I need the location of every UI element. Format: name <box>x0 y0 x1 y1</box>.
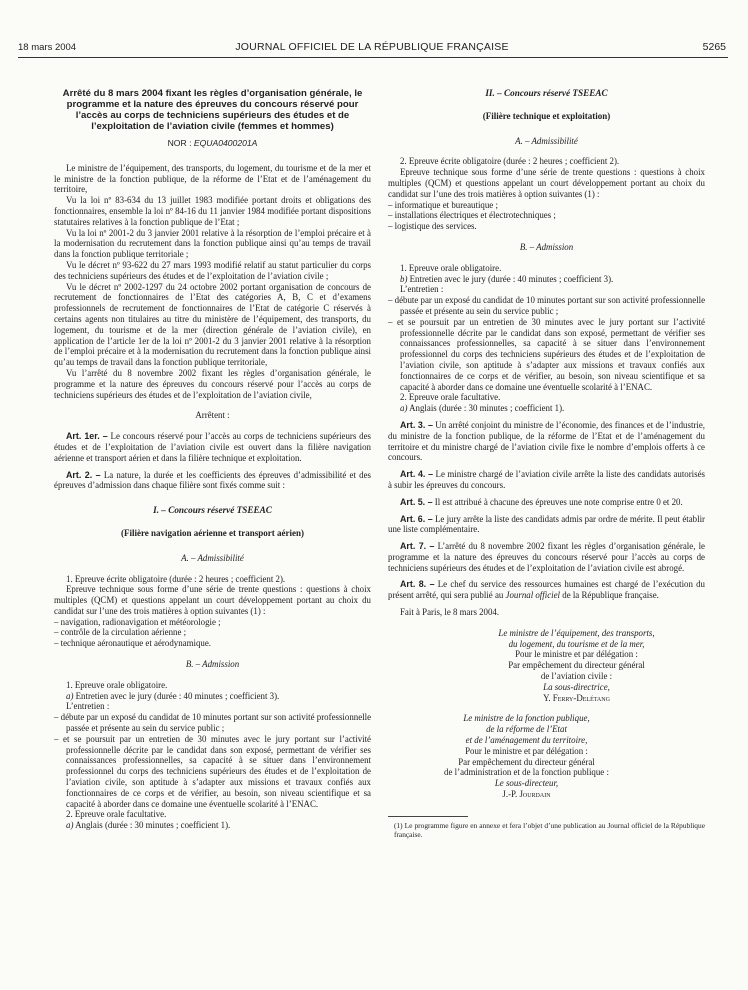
section-2-interview: b) Entretien avec le jury (durée : 40 minutes ; coefficient 3). <box>400 273 614 284</box>
section-2-english: a) Anglais (durée : 30 minutes ; coefficient 1). <box>400 403 565 414</box>
section-2-exam-description: Epreuve technique sous forme d’une série de trente questions : questions à choix multiples (QCM) et questions appelant un court développement portant au choix du candidat sur l’une des trois matières à option suivantes (1) : <box>388 167 705 199</box>
nor-label: NOR : <box>167 138 192 148</box>
section-1-interview: a) Entretien avec le jury (durée : 40 minutes ; coefficient 3). <box>66 690 280 701</box>
section-1-subtitle: (Filière navigation aérienne et transport aérien) <box>120 527 305 538</box>
footnote: (1) Le programme figure en annexe et fera l’objet d’une publication au Journal officiel de la République française. <box>394 820 705 839</box>
article-3: Art. 3. – Un arrêté conjoint du ministre de l’économie, des finances et de l’industrie, du ministre de la fonction publique, de la réforme de l’Etat et de l’aménagement du territoire et du ministre chargé de l’aviation civile fixe le nombre d’emplois offerts à ce concours. <box>388 419 705 463</box>
section-2-admissibilite-heading: A. – Admissibilité <box>515 135 578 146</box>
section-1-interview-list <box>54 712 371 809</box>
preamble-paragraph: Vu le décret nº 2002-1297 du 24 octobre 2002 portant organisation de concours de recrutement de fonctionnaires de l’Etat des catégories A, B, C et d’examens professionnels de recrutement de fonctionnaires de l’Etat de catégorie C réservés à certains agents non titulaires au titre du ministère de l’équipement, des transports, du logement, du tourisme et de la mer (direction générale de l’aviation civile), en application de l’article 1er de la loi nº 2001-2 du 3 janvier 2001 relative à la résorption de l’emploi précaire et à la modernisation du recrutement dans la fonction publique ainsi qu’au temps de travail dans la fonction publique territoriale, <box>54 281 371 368</box>
section-1-admission-heading: B. – Admission <box>185 659 240 670</box>
section-1-written-exam: 1. Epreuve écrite obligatoire (durée : 2 heures ; coefficient 2). <box>66 573 286 584</box>
interview-item: – et se poursuit par un entretien de 30 minutes avec le jury portant sur l’activité professionnelle décrite par le candidat dans son exposé, permettant de vérifier ses connaissances professionnelles, sa capacité à se situer dans l’environnement professionnel du corps des techniciens supérieurs des études et de l’exploitation de l’aviation civile, son aptitude à s’adapter aux missions et travaux confiés aux fonctionnaires de ce corps et de vérifier, au besoin, son niveau scientifique et sa capacité à aborder dans ce domaine une éventuelle scolarité à l’ENAC. <box>388 317 705 393</box>
signatory-name: Y. Ferry-Delétang <box>543 692 610 703</box>
section-2-interview-intro: L’entretien : <box>400 284 444 295</box>
arretent: Arrêtent : <box>195 410 230 421</box>
section-1-exam-description: Epreuve technique sous forme d’une série de trente questions : questions à choix multiples (QCM) et questions appelant un court développement portant au choix du candidat sur l’une des trois matières à option suivantes (1) : <box>54 584 371 616</box>
article-7: Art. 7. – L’arrêté du 8 novembre 2002 fixant les règles d’organisation générale, le programme et la nature des épreuves du concours réservé pour l’accès au corps de techniciens supérieurs des études et de l’exploitation de l’aviation civile est abrogé. <box>388 541 705 573</box>
section-1-title: I. – Concours réservé TSEEAC <box>153 505 272 516</box>
section-1-english: a) Anglais (durée : 30 minutes ; coefficient 1). <box>66 820 231 831</box>
signature-block-2: Le ministre de la fonction publique, de la réforme de l’Etat et de l’aménagement du territoire, Pour le ministre et par délégation : Par empêchement du directeur général de l’administration et de la fonction publique : Le sous-directeur, J.-P. Jourdain <box>388 713 705 799</box>
section-2-written-exam: 2. Epreuve écrite obligatoire (durée : 2 heures ; coefficient 2). <box>400 156 620 167</box>
section-1-oral-exam: 1. Epreuve orale obligatoire. <box>66 679 168 690</box>
section-1-optional-oral: 2. Epreuve orale facultative. <box>66 809 167 820</box>
section-1-admissibilite-heading: A. – Admissibilité <box>181 552 244 563</box>
left-column <box>54 88 371 831</box>
header-rule <box>18 57 728 58</box>
article-4: Art. 4. – Le ministre chargé de l’aviation civile arrête la liste des candidats autorisés à subir les épreuves du concours. <box>388 469 705 490</box>
header-journal-title: JOURNAL OFFICIEL DE LA RÉPUBLIQUE FRANÇAISE <box>235 41 509 53</box>
interview-item: – débute par un exposé du candidat de 10 minutes portant sur son activité professionnelle passée et présente au sein du service public ; <box>54 712 371 734</box>
header-page-number: 5265 <box>702 41 726 53</box>
section-2-interview-list <box>388 295 705 392</box>
nor-reference <box>54 138 371 149</box>
decree-title: Arrêté du 8 mars 2004 fixant les règles d’organisation générale, le programme et la nature des épreuves du concours réservé pour l’accès au corps de techniciens supérieurs des études et de l’exploitation de l’aviation civile (femmes et hommes) <box>62 88 363 132</box>
interview-item: – et se poursuit par un entretien de 30 minutes avec le jury portant sur l’activité professionnelle décrite par le candidat dans son exposé, permettant de vérifier ses connaissances professionnelles, sa capacité à se situer dans l’environnement professionnel du corps des techniciens supérieurs des études et de l’exploitation de l’aviation civile, son aptitude à s’adapter aux missions et travaux confiés aux fonctionnaires de ce corps et de vérifier, au besoin, son niveau scientifique et sa capacité à aborder dans ce domaine une éventuelle scolarité à l’ENAC. <box>54 734 371 810</box>
option-item: – technique aéronautique et aérodynamique. <box>54 638 371 649</box>
fait-a-paris: Fait à Paris, le 8 mars 2004. <box>400 607 500 618</box>
article-label: Art. 2. – <box>66 469 101 480</box>
section-2-admission-heading: B. – Admission <box>519 241 574 252</box>
option-item: – contrôle de la circulation aérienne ; <box>54 627 371 638</box>
section-1-interview-intro: L’entretien : <box>66 701 110 712</box>
article-2 <box>54 470 371 492</box>
section-2-title: II. – Concours réservé TSEEAC <box>485 88 608 98</box>
option-item: – navigation, radionavigation et météorologie ; <box>54 617 371 628</box>
article-8: Art. 8. – Le chef du service des ressources humaines est chargé de l’exécution du présent arrêté, qui sera publié au Journal officiel de la République française. <box>388 579 705 601</box>
article-1 <box>54 431 371 463</box>
nor-value: EQUA0400201A <box>193 138 258 148</box>
option-item: – logistique des services. <box>388 221 705 232</box>
article-text: Le concours réservé pour l’accès au corps de techniciens supérieurs des études et de l’exploitation de l’aviation civile est ouvert dans la filière navigation aérienne et transport aérien et dans la filière technique et exploitation. <box>54 431 372 463</box>
preamble-paragraph: Vu la loi nº 83-634 du 13 juillet 1983 modifiée portant droits et obligations des fonctionnaires, ensemble la loi nº 84-16 du 11 janvier 1984 modifiée portant dispositions statutaires relatives à la fonction publique de l’Etat ; <box>54 195 371 227</box>
article-6: Art. 6. – Le jury arrête la liste des candidats admis par ordre de mérite. Il peut établir une liste complémentaire. <box>388 513 705 535</box>
header-date: 18 mars 2004 <box>18 42 77 53</box>
section-1-options-list <box>54 617 371 649</box>
section-2-options-list <box>388 200 705 232</box>
preamble-paragraph: Vu le décret nº 93-622 du 27 mars 1993 modifié relatif au statut particulier du corps des techniciens supérieurs des études et de l’exploitation de l’aviation civile ; <box>54 259 371 281</box>
running-header <box>18 40 726 56</box>
article-text: La nature, la durée et les coefficients des épreuves d’admissibilité et des épreuves d’admission dans chaque filière sont fixés comme suit : <box>54 469 372 491</box>
right-column <box>388 88 705 839</box>
interview-item: – débute par un exposé du candidat de 10 minutes portant sur son activité professionnelle passée et présente au sein du service public ; <box>388 295 705 317</box>
option-item: – informatique et bureautique ; <box>388 200 705 211</box>
preamble-paragraph: Vu la loi nº 2001-2 du 3 janvier 2001 relative à la résorption de l’emploi précaire et à la modernisation du recrutement dans la fonction publique ainsi qu’au temps de travail dans la fonction publique territoriale ; <box>54 227 371 260</box>
section-2-oral-exam: 1. Epreuve orale obligatoire. <box>400 262 502 273</box>
preamble <box>54 163 371 401</box>
signature-block-1: Le ministre de l’équipement, des transports, du logement, du tourisme et de la mer, Pour le ministre et par délégation : Par empêchement du directeur général de l’aviation civile : La sous-directrice, Y. Ferry-Delétang <box>448 628 705 704</box>
preamble-paragraph: Le ministre de l’équipement, des transports, du logement, du tourisme et de la mer et le ministre de la fonction publique, de la réforme de l’Etat et de l’aménagement du territoire, <box>54 162 371 195</box>
article-5: Art. 5. – Il est attribué à chacune des épreuves une note comprise entre 0 et 20. <box>400 496 683 507</box>
preamble-paragraph: Vu l’arrêté du 8 novembre 2002 fixant les règles d’organisation générale, le programme et la nature des épreuves du concours réservé pour l’accès au corps de techniciens supérieurs des études et de l’exploitation de l’aviation civile, <box>54 367 371 400</box>
section-2-subtitle: (Filière technique et exploitation) <box>482 110 611 121</box>
option-item: – installations électriques et électrotechniques ; <box>388 210 705 221</box>
footnote-rule <box>388 816 468 817</box>
signatory-name: J.-P. Jourdain <box>502 789 551 800</box>
section-2-optional-oral: 2. Epreuve orale facultative. <box>400 392 501 403</box>
article-label: Art. 1er. – <box>66 431 108 442</box>
